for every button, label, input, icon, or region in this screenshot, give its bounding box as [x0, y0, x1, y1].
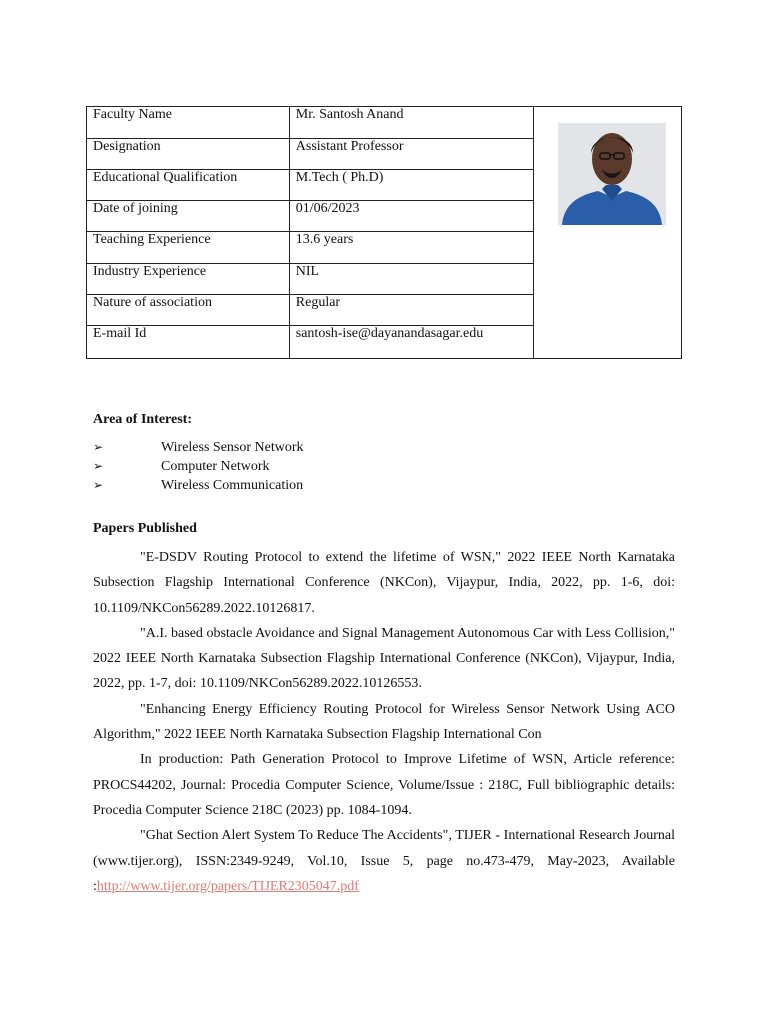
photo-cell	[533, 107, 682, 359]
paper-entry: "Enhancing Energy Efficiency Routing Protocol for Wireless Sensor Network Using ACO Algorithm," 2022 IEEE North Karnataka Subsection Flagship International Con	[93, 701, 675, 743]
profile-label: Industry Experience	[87, 264, 290, 295]
profile-label: Designation	[87, 139, 290, 170]
papers-published-heading: Papers Published	[93, 521, 197, 536]
paper-entry: "E-DSDV Routing Protocol to extend the lifetime of WSN," 2022 IEEE North Karnataka Subsection Flagship International Conference (NKCon), Vijaypur, India, 2022, pp. 1-6, doi: 10.1109/NKCon56289.2022.10126817.	[93, 550, 675, 616]
arrow-bullet-icon: ➢	[93, 478, 104, 492]
profile-value: 01/06/2023	[289, 201, 533, 232]
paper-text: "Ghat Section Alert System To Reduce The Accidents", TIJER - International Research Journal (www.tijer.org), ISSN:2349-9249, Vol.10, Issue 5, page no.473-479, May-2023, Available :	[93, 828, 675, 894]
profile-label: Faculty Name	[87, 107, 290, 139]
profile-label: E-mail Id	[87, 326, 290, 359]
papers-list	[93, 545, 675, 899]
interest-label: Wireless Sensor Network	[161, 440, 304, 455]
interest-label: Wireless Communication	[161, 478, 304, 493]
profile-value: M.Tech ( Ph.D)	[289, 170, 533, 201]
profile-label: Teaching Experience	[87, 232, 290, 264]
profile-label: Educational Qualification	[87, 170, 290, 201]
paper-link[interactable]: http://www.tijer.org/papers/TIJER2305047.pdf	[96, 878, 359, 894]
faculty-profile-table	[86, 106, 682, 359]
paper-entry: "A.I. based obstacle Avoidance and Signal Management Autonomous Car with Less Collision," 2022 IEEE North Karnataka Subsection Flagship International Conference (NKCon), Vijaypur, India, 2022, pp. 1-7, doi: 10.1109/NKCon56289.2022.10126553.	[93, 625, 675, 692]
profile-row	[87, 107, 682, 139]
interest-list	[93, 438, 304, 495]
arrow-bullet-icon: ➢	[93, 459, 104, 473]
profile-label: Nature of association	[87, 295, 290, 326]
paper-entry	[93, 823, 675, 899]
area-of-interest-heading: Area of Interest:	[93, 412, 193, 427]
profile-value: Regular	[289, 295, 533, 326]
list-item	[93, 438, 304, 457]
profile-value: Mr. Santosh Anand	[289, 107, 533, 139]
profile-value[interactable]: santosh-ise@dayanandasagar.edu	[289, 326, 533, 359]
list-item	[93, 476, 304, 495]
profile-value: Assistant Professor	[289, 139, 533, 170]
interest-label: Computer Network	[161, 459, 270, 474]
list-item	[93, 457, 304, 476]
faculty-photo	[558, 123, 666, 225]
profile-value: 13.6 years	[289, 232, 533, 264]
paper-entry: In production: Path Generation Protocol to Improve Lifetime of WSN, Article reference: PROCS44202, Journal: Procedia Computer Science, Volume/Issue : 218C, Full bibliographic details: Procedia Computer Science 218C (2023) pp. 1084-1094.	[93, 752, 675, 818]
profile-value: NIL	[289, 264, 533, 295]
profile-label: Date of joining	[87, 201, 290, 232]
arrow-bullet-icon: ➢	[93, 440, 104, 454]
